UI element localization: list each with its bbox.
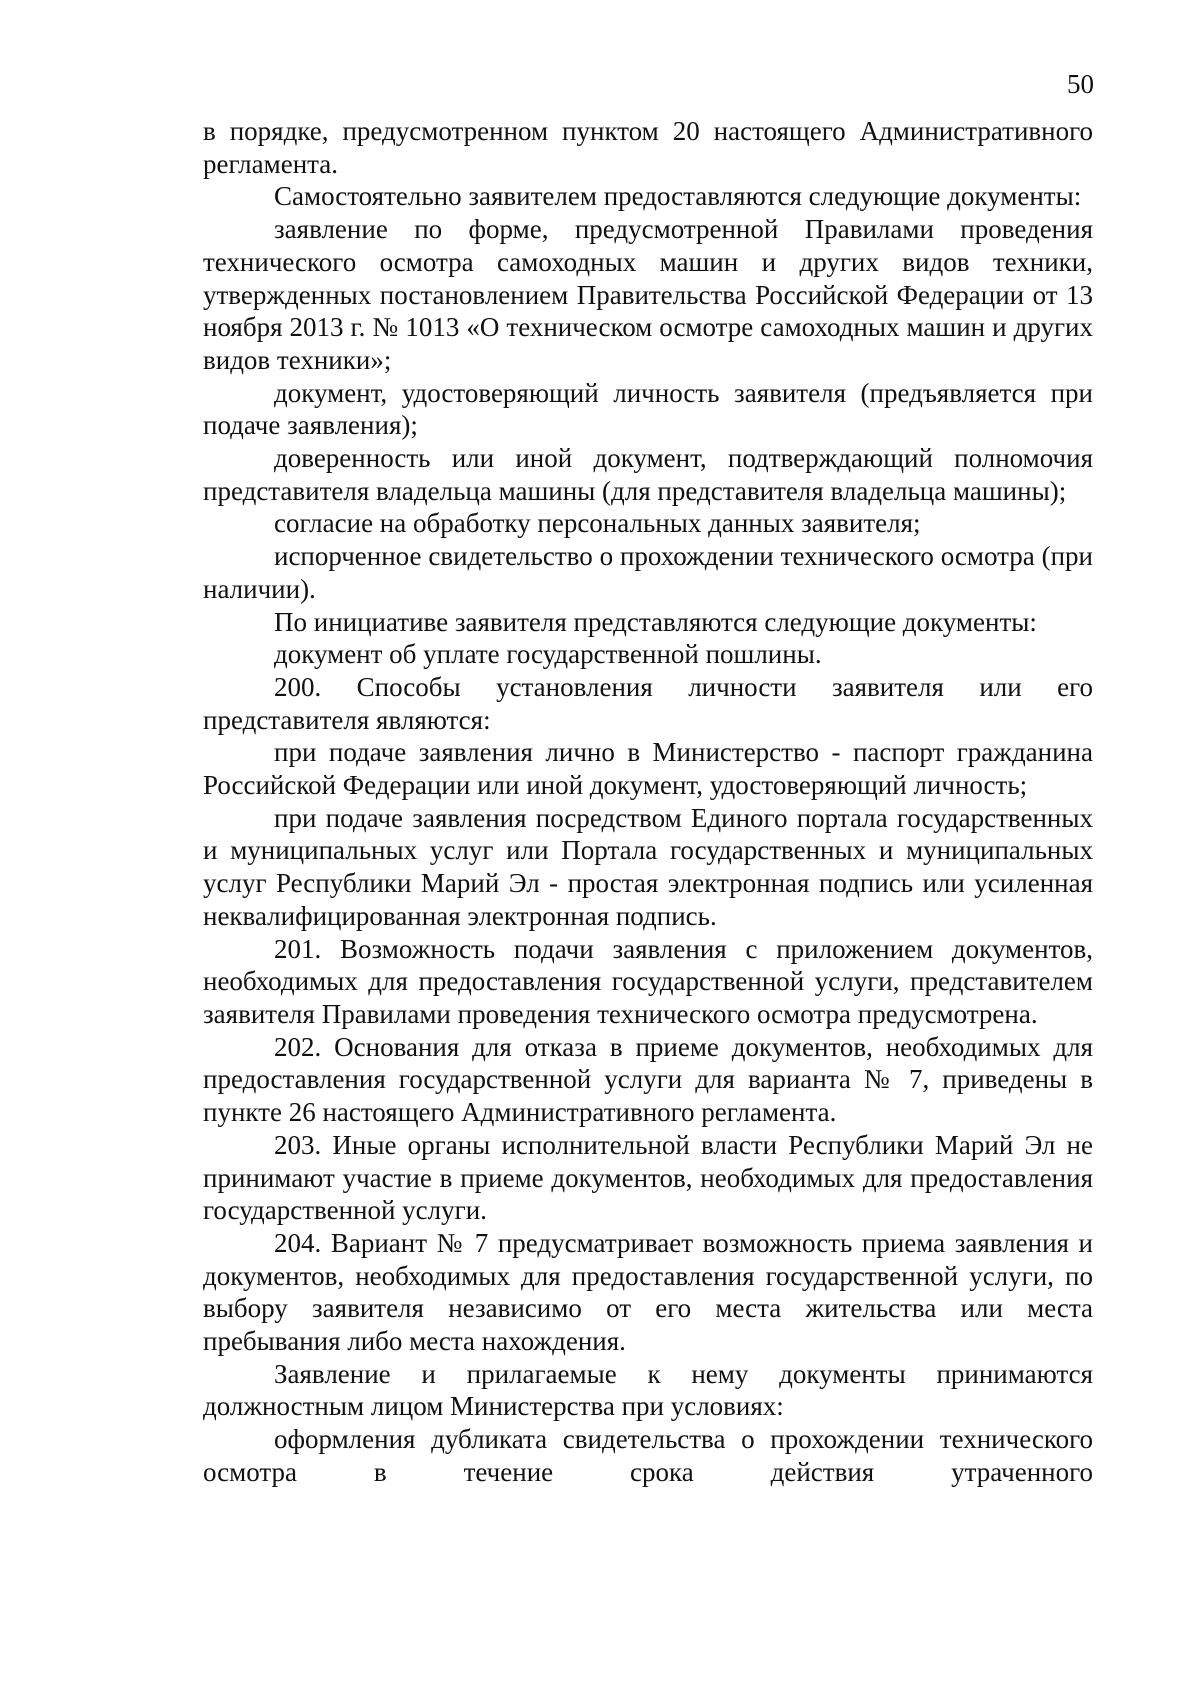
paragraph: согласие на обработку персональных данных заявителя; <box>274 508 921 539</box>
paragraph: документ, удостоверяющий личность заявителя (предъявляется при подаче заявления); <box>203 377 1093 441</box>
page-number: 50 <box>1067 69 1094 99</box>
paragraph: испорченное свидетельство о прохождении технического осмотра (при наличии). <box>203 541 1093 604</box>
paragraph: 200. Способы установления личности заявителя или его представителя являются: <box>203 671 1093 735</box>
paragraph: 201. Возможность подачи заявления с приложением документов, необходимых для предоставления государственной услуги, представителем заявителя Правилами проведения технического осмотра предусмотрена. <box>203 933 1093 1029</box>
paragraph: заявление по форме, предусмотренной Правилами проведения технического осмотра самоходных машин и других видов техники, утвержденных постановлением Правительства Российской Федерации от 13 ноября 2013 г. № 1013 «О техническом осмотре самоходных машин и других видов техники»; <box>203 214 1093 375</box>
document-body <box>203 115 1093 1489</box>
paragraph: 203. Иные органы исполнительной власти Республики Марий Эл не принимают участие в приеме документов, необходимых для предоставления государственной услуги. <box>203 1129 1093 1226</box>
paragraph: 202. Основания для отказа в приеме документов, необходимых для предоставления государственной услуги для варианта № 7, приведены в пункте 26 настоящего Административного регламента. <box>203 1031 1093 1128</box>
paragraph: при подаче заявления посредством Единого портала государственных и муниципальных услуг или Портала государственных и муниципальных услуг Республики Марий Эл - простая электронная подпись или усиленная неквалифицированная электронная подпись. <box>203 802 1093 931</box>
paragraph: оформления дубликата свидетельства о прохождении технического осмотра в течение срока действия утраченного <box>203 1424 1093 1487</box>
paragraph: доверенность или иной документ, подтверждающий полномочия представителя владельца машины (для представителя владельца машины); <box>203 443 1093 506</box>
paragraph: Заявление и прилагаемые к нему документы принимаются должностным лицом Министерства при условиях: <box>203 1358 1093 1422</box>
paragraph: 204. Вариант № 7 предусматривает возможность приема заявления и документов, необходимых для предоставления государственной услуги, по выбору заявителя независимо от его места жительства или места пребывания либо места нахождения. <box>203 1227 1093 1357</box>
paragraph: при подаче заявления лично в Министерство - паспорт гражданина Российской Федерации или иной документ, удостоверяющий личность; <box>203 737 1093 801</box>
paragraph: Самостоятельно заявителем предоставляются следующие документы: <box>274 181 1082 212</box>
paragraph: в порядке, предусмотренном пунктом 20 настоящего Административного регламента. <box>203 116 1093 179</box>
paragraph: По инициативе заявителя представляются следующие документы: <box>274 606 1037 637</box>
paragraph: документ об уплате государственной пошлины. <box>274 639 822 670</box>
